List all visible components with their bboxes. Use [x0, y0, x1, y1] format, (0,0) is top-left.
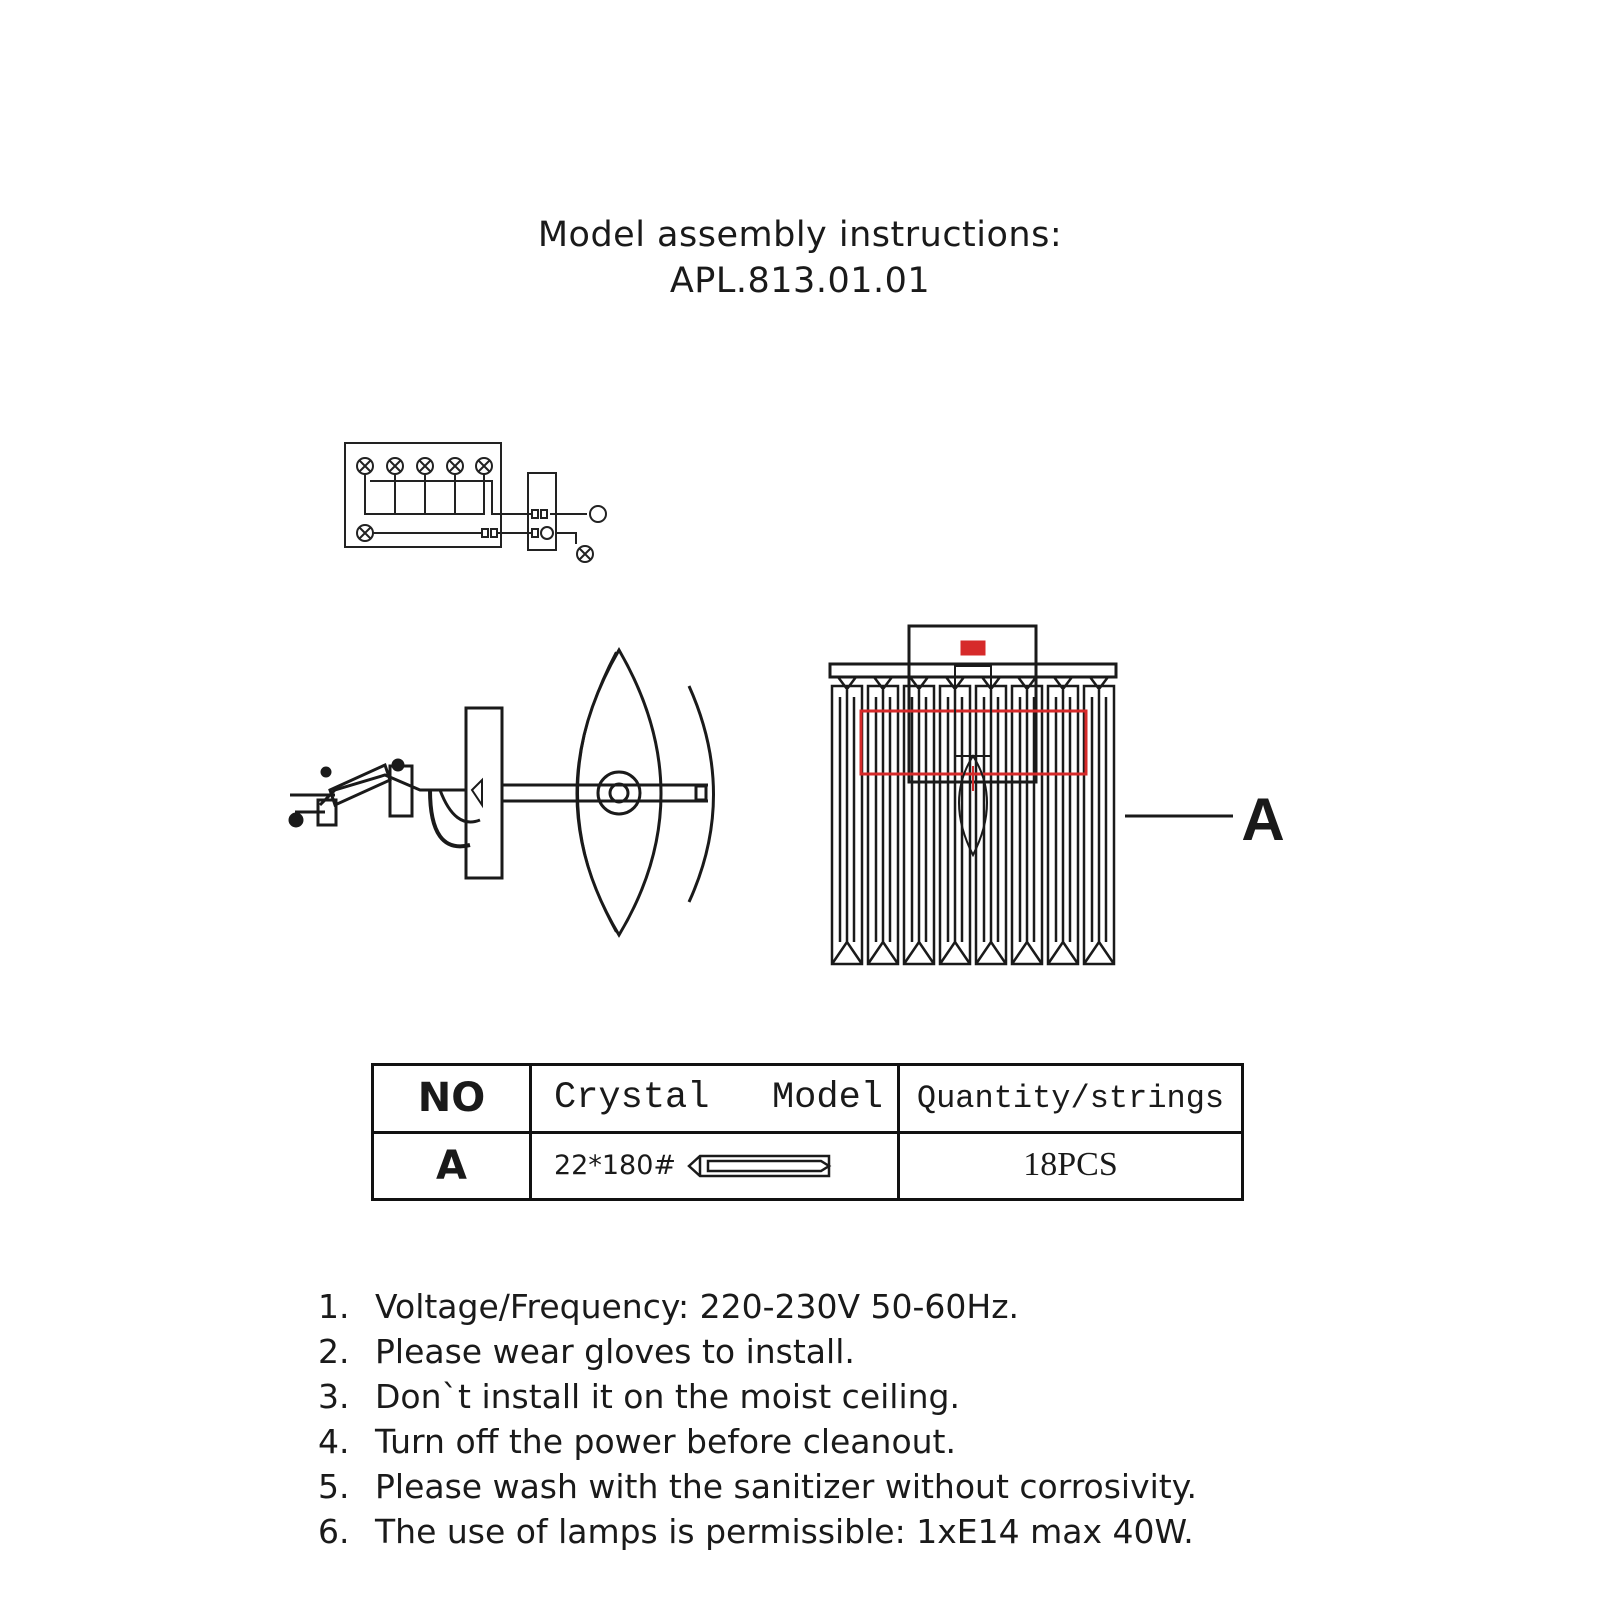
callout-label: A — [1241, 786, 1285, 853]
wiring-diagram — [345, 443, 606, 562]
side-view — [290, 650, 714, 935]
crystal-prism-icon — [686, 1153, 836, 1179]
note-number: 1. — [318, 1287, 350, 1326]
header-crystal-model — [531, 1065, 899, 1133]
page-title: Model assembly instructions: — [537, 215, 1063, 255]
note-text: Please wash with the sanitizer without corrosivity. — [375, 1467, 1198, 1506]
row-model-cell — [531, 1132, 899, 1200]
parts-table — [371, 1063, 1244, 1201]
mount-screw-highlight — [962, 642, 984, 654]
list-item — [318, 1329, 1197, 1374]
list-item — [318, 1419, 1197, 1464]
row-model: 22*180# — [554, 1150, 677, 1182]
header-no: NO — [373, 1065, 531, 1133]
header-crystal: Crystal — [554, 1077, 710, 1120]
note-text: Voltage/Frequency: 220-230V 50-60Hz. — [375, 1287, 1020, 1326]
note-number: 3. — [318, 1377, 350, 1416]
header-model: Model — [771, 1077, 883, 1120]
note-text: Please wear gloves to install. — [375, 1332, 855, 1371]
lamp-holder-highlight — [861, 711, 1086, 774]
list-item — [318, 1374, 1197, 1419]
table-header-row — [373, 1065, 1243, 1133]
row-quantity-cell — [899, 1132, 1243, 1200]
table-row — [373, 1132, 1243, 1200]
crystal-strings — [832, 677, 1114, 964]
list-item — [318, 1284, 1197, 1329]
list-item — [318, 1509, 1197, 1554]
note-number: 4. — [318, 1422, 350, 1461]
instruction-notes — [318, 1284, 1197, 1554]
row-quantity: 18PCS — [1023, 1146, 1118, 1184]
note-number: 2. — [318, 1332, 350, 1371]
model-number: APL.813.01.01 — [669, 261, 931, 301]
note-text: Turn off the power before cleanout. — [375, 1422, 956, 1461]
list-item — [318, 1464, 1197, 1509]
header-quantity: Quantity/strings — [899, 1065, 1243, 1133]
terminal-icon — [590, 506, 606, 522]
note-number: 6. — [318, 1512, 350, 1551]
row-no: A — [373, 1132, 531, 1200]
note-text: The use of lamps is permissible: 1xE14 max 40W. — [375, 1512, 1194, 1551]
note-text: Don`t install it on the moist ceiling. — [375, 1377, 960, 1416]
note-number: 5. — [318, 1467, 350, 1506]
front-view — [830, 626, 1233, 964]
